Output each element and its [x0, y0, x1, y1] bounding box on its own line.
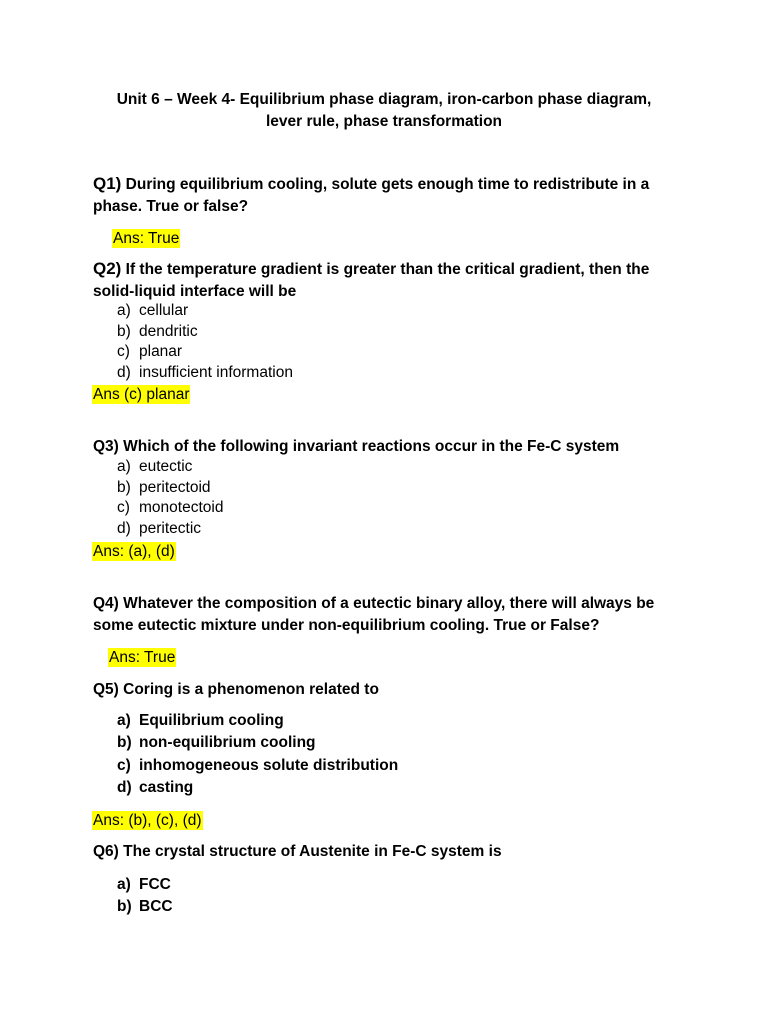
- option-item: b) BCC: [117, 898, 173, 916]
- options-q2: [117, 301, 293, 384]
- option-item: b) dendritic: [117, 322, 198, 340]
- option-item: a) Equilibrium cooling: [117, 712, 284, 729]
- question-text: Q4) Whatever the composition of a eutectic binary alloy, there will always be: [93, 595, 655, 612]
- option-item: b) non-equilibrium cooling: [117, 734, 316, 752]
- answer-2: Ans (c) planar: [93, 386, 190, 403]
- question-number: Q1): [93, 174, 122, 193]
- answer-3: Ans: (a), (d): [93, 543, 175, 560]
- question-3: [93, 436, 693, 458]
- question-text: phase. True or false?: [93, 198, 249, 215]
- question-6: [93, 841, 693, 863]
- option-item: c) planar: [117, 343, 183, 361]
- option-item: d) insufficient information: [117, 364, 293, 382]
- question-text: Q6) The crystal structure of Austenite in Fe-C system is: [93, 843, 502, 860]
- question-5: [93, 679, 693, 701]
- answer-1: Ans: True: [113, 230, 180, 247]
- question-text: During equilibrium cooling, solute gets enough time to redistribute in a: [125, 176, 650, 193]
- options-q5: [117, 710, 398, 799]
- question-text: some eutectic mixture under non-equilibrium cooling. True or False?: [93, 617, 600, 634]
- option-item: c) inhomogeneous solute distribution: [117, 756, 399, 774]
- answer-5: Ans: (b), (c), (d): [93, 812, 202, 829]
- question-text: solid-liquid interface will be: [93, 283, 297, 300]
- question-text: Q5) Coring is a phenomenon related to: [93, 681, 379, 698]
- option-item: a) cellular: [117, 302, 189, 319]
- option-item: c) monotectoid: [117, 499, 224, 517]
- option-item: a) FCC: [117, 876, 171, 893]
- answer-4: Ans: True: [109, 649, 176, 666]
- question-text: If the temperature gradient is greater than the critical gradient, then the: [125, 261, 650, 278]
- question-2: [93, 258, 693, 303]
- question-number: Q2): [93, 259, 122, 278]
- option-item: d) peritectic: [117, 520, 202, 538]
- options-q3: [117, 457, 223, 540]
- option-item: d) casting: [117, 778, 194, 796]
- title-line-1: Unit 6 – Week 4- Equilibrium phase diagram, iron-carbon phase diagram,: [116, 91, 652, 108]
- question-1: [93, 173, 693, 218]
- title-line-2: lever rule, phase transformation: [265, 113, 503, 130]
- question-4: [93, 593, 703, 637]
- question-text: Q3) Which of the following invariant reactions occur in the Fe-C system: [93, 438, 620, 455]
- page-title: [60, 89, 708, 133]
- option-item: b) peritectoid: [117, 478, 211, 496]
- options-q6: [117, 874, 173, 919]
- option-item: a) eutectic: [117, 458, 193, 475]
